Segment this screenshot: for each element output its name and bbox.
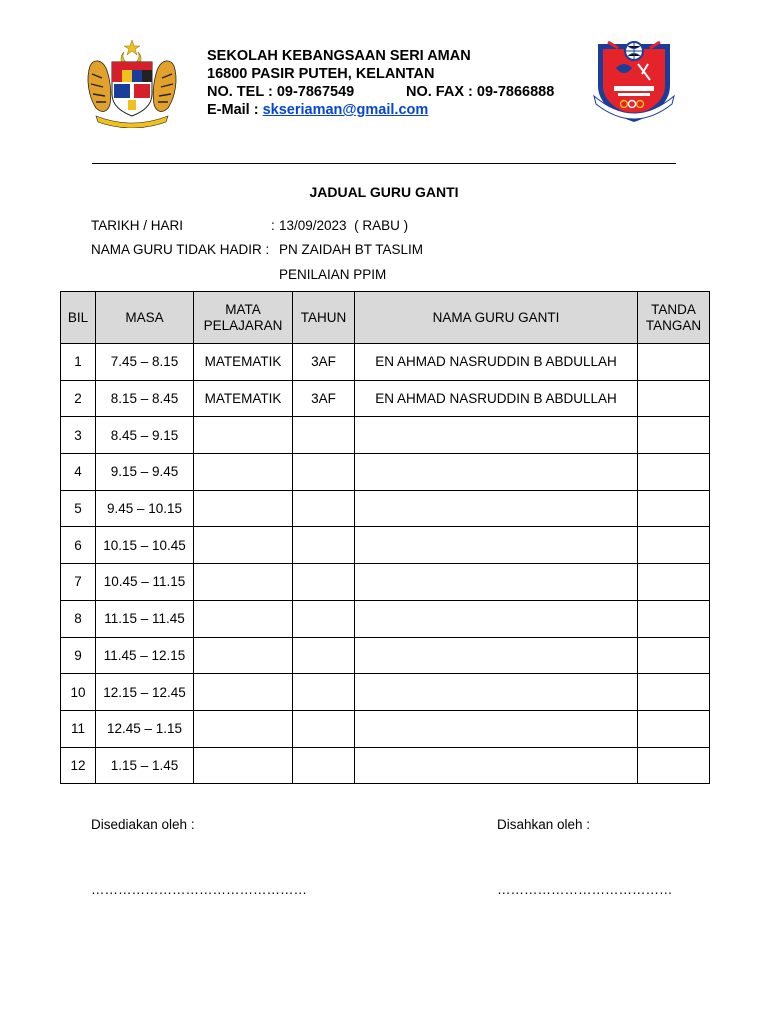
cell-teacher — [355, 710, 638, 747]
cell-subject: MATEMATIK — [194, 344, 293, 381]
school-header — [207, 47, 554, 119]
col-header-tanda-tangan — [638, 292, 710, 344]
cell-masa: 11.15 – 11.45 — [96, 600, 194, 637]
col-header-mata-line1: MATA — [225, 301, 261, 317]
cell-masa: 10.45 – 11.15 — [96, 564, 194, 601]
cell-subject — [194, 600, 293, 637]
cell-masa: 11.45 – 12.15 — [96, 637, 194, 674]
cell-teacher — [355, 564, 638, 601]
table-row — [61, 490, 710, 527]
cell-teacher — [355, 637, 638, 674]
email-label: E-Mail : — [207, 102, 263, 118]
col-header-tanda-line1: TANDA — [651, 301, 696, 317]
cell-tahun — [293, 747, 355, 784]
relief-schedule-table — [60, 291, 710, 784]
col-header-nama-guru-ganti: NAMA GURU GANTI — [355, 292, 638, 344]
school-fax: NO. FAX : 09-7866888 — [406, 84, 555, 100]
cell-bil: 7 — [61, 564, 96, 601]
cell-tahun — [293, 490, 355, 527]
cell-subject — [194, 674, 293, 711]
col-header-bil: BIL — [61, 292, 96, 344]
date-label: TARIKH / HARI — [91, 218, 184, 233]
cell-masa: 1.15 – 1.45 — [96, 747, 194, 784]
cell-bil: 1 — [61, 344, 96, 381]
cell-teacher — [355, 600, 638, 637]
cell-signature — [638, 564, 710, 601]
cell-subject — [194, 490, 293, 527]
approved-by-label: Disahkan oleh : — [497, 817, 591, 832]
cell-masa: 10.15 – 10.45 — [96, 527, 194, 564]
absent-teacher-label: NAMA GURU TIDAK HADIR : — [91, 242, 270, 257]
date-value: 13/09/2023 ( RABU ) — [279, 218, 409, 233]
absent-teacher-value: PN ZAIDAH BT TASLIM — [279, 242, 424, 257]
cell-signature — [638, 417, 710, 454]
cell-masa: 7.45 – 8.15 — [96, 344, 194, 381]
header-divider — [92, 163, 676, 164]
cell-subject — [194, 637, 293, 674]
table-row — [61, 454, 710, 491]
table-row — [61, 674, 710, 711]
cell-tahun — [293, 564, 355, 601]
cell-subject — [194, 527, 293, 564]
school-tel: NO. TEL : 09-7867549 — [207, 84, 355, 100]
cell-subject — [194, 417, 293, 454]
cell-signature — [638, 490, 710, 527]
school-address: 16800 PASIR PUTEH, KELANTAN — [207, 66, 435, 82]
cell-bil: 11 — [61, 710, 96, 747]
cell-bil: 8 — [61, 600, 96, 637]
cell-masa: 9.15 – 9.45 — [96, 454, 194, 491]
cell-bil: 5 — [61, 490, 96, 527]
cell-masa: 9.45 – 10.15 — [96, 490, 194, 527]
absence-reason: PENILAIAN PPIM — [279, 267, 391, 282]
cell-tahun: 3AF — [293, 344, 355, 381]
cell-tahun — [293, 527, 355, 564]
cell-subject — [194, 710, 293, 747]
col-header-tahun: TAHUN — [293, 292, 355, 344]
cell-teacher — [355, 454, 638, 491]
table-row — [61, 710, 710, 747]
cell-signature — [638, 674, 710, 711]
cell-bil: 12 — [61, 747, 96, 784]
table-row — [61, 564, 710, 601]
cell-tahun: 3AF — [293, 380, 355, 417]
table-row — [61, 380, 710, 417]
cell-subject — [194, 454, 293, 491]
prepared-by-signature-line: ………………………………………… — [91, 882, 307, 897]
cell-signature — [638, 710, 710, 747]
table-row — [61, 600, 710, 637]
table-header-row — [61, 292, 710, 344]
cell-bil: 10 — [61, 674, 96, 711]
col-header-mata-pelajaran — [194, 292, 293, 344]
cell-bil: 2 — [61, 380, 96, 417]
cell-masa: 12.15 – 12.45 — [96, 674, 194, 711]
school-name: SEKOLAH KEBANGSAAN SERI AMAN — [207, 48, 471, 64]
cell-masa: 12.45 – 1.15 — [96, 710, 194, 747]
date-separator: : — [271, 218, 275, 233]
school-email-line — [207, 101, 554, 119]
cell-tahun — [293, 417, 355, 454]
cell-teacher — [355, 747, 638, 784]
cell-signature — [638, 454, 710, 491]
prepared-by-label: Disediakan oleh : — [91, 817, 195, 832]
cell-teacher — [355, 674, 638, 711]
cell-teacher — [355, 417, 638, 454]
cell-masa: 8.15 – 8.45 — [96, 380, 194, 417]
cell-signature — [638, 527, 710, 564]
cell-bil: 6 — [61, 527, 96, 564]
cell-bil: 4 — [61, 454, 96, 491]
cell-tahun — [293, 637, 355, 674]
cell-signature — [638, 637, 710, 674]
table-row — [61, 344, 710, 381]
table-row — [61, 417, 710, 454]
cell-tahun — [293, 710, 355, 747]
cell-tahun — [293, 600, 355, 637]
cell-signature — [638, 600, 710, 637]
cell-signature — [638, 344, 710, 381]
cell-subject: MATEMATIK — [194, 380, 293, 417]
malaysia-coat-of-arms-icon — [84, 38, 180, 128]
cell-masa: 8.45 – 9.15 — [96, 417, 194, 454]
page-title: JADUAL GURU GANTI — [309, 184, 459, 200]
cell-subject — [194, 747, 293, 784]
approved-by-signature-line: ………………………………… — [497, 882, 673, 897]
cell-tahun — [293, 674, 355, 711]
cell-teacher — [355, 490, 638, 527]
col-header-mata-line2: PELAJARAN — [203, 317, 283, 333]
cell-tahun — [293, 454, 355, 491]
cell-teacher: EN AHMAD NASRUDDIN B ABDULLAH — [355, 380, 638, 417]
cell-signature — [638, 380, 710, 417]
table-row — [61, 747, 710, 784]
cell-teacher — [355, 527, 638, 564]
cell-subject — [194, 564, 293, 601]
school-phone-fax — [207, 83, 554, 101]
col-header-masa: MASA — [96, 292, 194, 344]
cell-bil: 9 — [61, 637, 96, 674]
col-header-tanda-line2: TANGAN — [645, 317, 702, 333]
cell-bil: 3 — [61, 417, 96, 454]
email-link[interactable]: skseriaman@gmail.com — [262, 102, 429, 118]
cell-signature — [638, 747, 710, 784]
table-row — [61, 527, 710, 564]
table-row — [61, 637, 710, 674]
school-badge-icon — [588, 34, 680, 126]
cell-teacher: EN AHMAD NASRUDDIN B ABDULLAH — [355, 344, 638, 381]
